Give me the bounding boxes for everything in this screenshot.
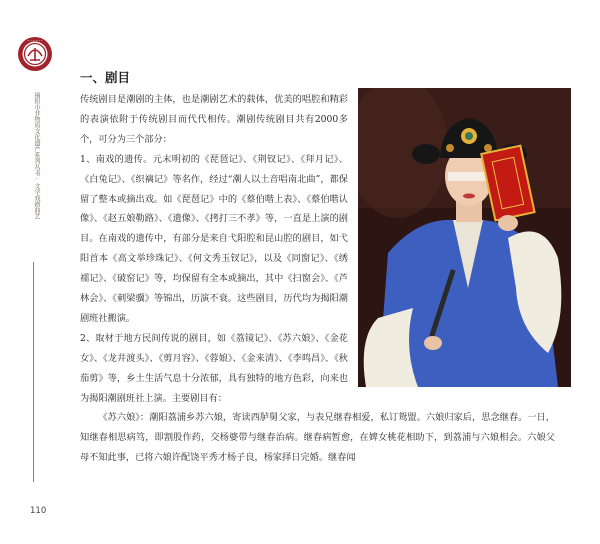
emblem-logo	[17, 36, 53, 72]
body-text-left-column: 传统剧目是潮剧的主体，也是潮剧艺术的载体，优美的唱腔和精彩的表演依附于传统剧目而代代相传。潮剧传统剧目共有2000多个，可分为三个部分： 1、南戏的遗传。元末明初的《琵琶记》、《荆钗记》、《拜月记》、《白兔记》、《织褵记》等名作，经过“潮人以土音唱南北曲”，都保留了整本或摘出戏。如《琵琶记》中的《蔡伯喈上表》、《蔡伯喈认像》、《赵五娘勒路》、《遗像》、《拷打三不孝》等，一直是上演的剧目。在南戏的遗传中，有部分是来自弋阳腔和昆山腔的剧目，如弋阳首本《高文举珍珠记》、《何文秀玉钗记》，以及《同窗记》、《绣襦记》、《破窑记》等，均保留有全本或摘出，其中《扫窗会》、《芦林会》、《刺梁骥》等锦出，历演不衰。这些剧目，历代均为揭阳潮剧班社搬演。 2、取材于地方民间传说的剧目，如《荔镜记》、《苏六娘》、《金花女》、《龙井渡头》、《剪月容》、《蓉娘》、《金来清》、《李鸣昌》、《秋茄剪》等，乡土生活气息十分浓郁，具有独特的地方色彩，向来也为揭阳潮剧班社上演。主要剧目有：	[80, 94, 348, 404]
opera-actor-photo	[358, 88, 571, 387]
series-title: 揭阳市非物质文化遗产系列丛书·文学戏剧曲艺	[33, 92, 40, 219]
svg-text:• • • • • •: • • • • • •	[27, 38, 43, 43]
body-text-full-width: 《苏六娘》：潮阳荔浦乡苏六娘，寄读西胪舅父家，与表兄继春相爱，私订鸳盟。六娘归家后，思念继春。一日，知继春相思病笃，即割股作药，交杨婆带与继春治病。继春病暂愈，在婢女桃花相助下，到荔浦与六娘相会。六娘父母不知此事，已将六娘许配饶平秀才杨子良，杨家择日完婚。继春闻	[80, 412, 555, 463]
section-heading: 一、剧目	[80, 70, 131, 85]
sidebar	[0, 0, 66, 544]
page-number: 110	[30, 506, 47, 516]
margin-rule	[33, 262, 34, 482]
